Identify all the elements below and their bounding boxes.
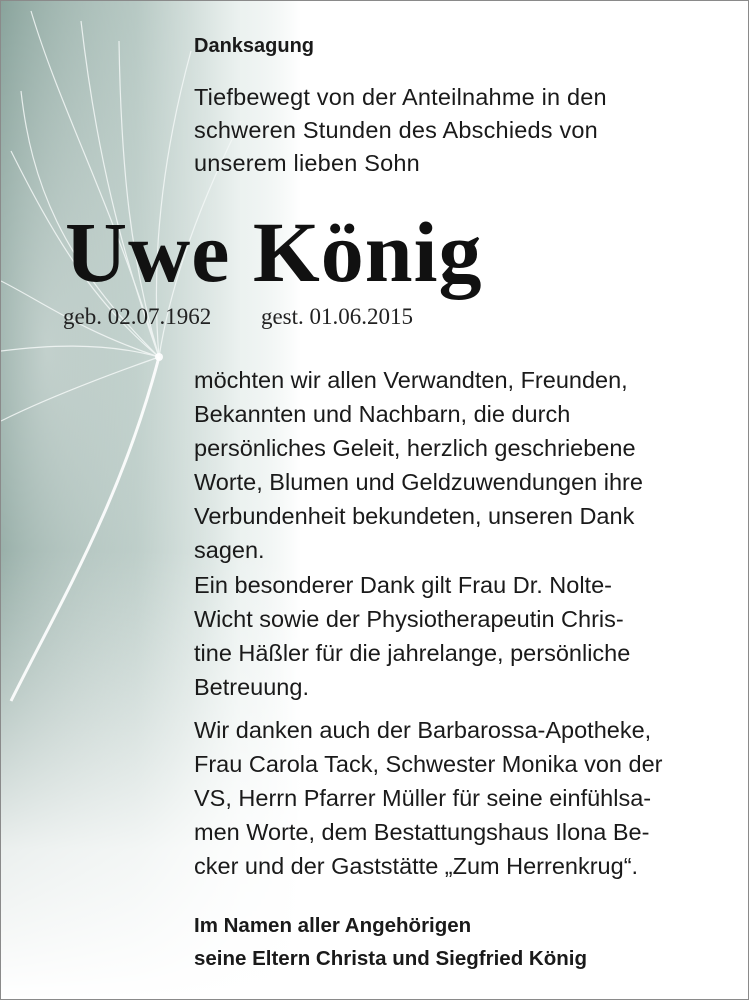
text-line: sagen. <box>194 537 265 563</box>
text-line: Ein besonderer Dank gilt Frau Dr. Nolte- <box>194 572 612 598</box>
text-line: VS, Herrn Pfarrer Müller für seine einfühlsa- <box>194 785 652 811</box>
text-line: Wicht sowie der Physiotherapeutin Chris- <box>194 606 624 632</box>
text-line: persönliches Geleit, herzlich geschriebene <box>194 435 636 461</box>
thanks-paragraph-2 <box>194 568 739 704</box>
thanks-paragraph-3 <box>194 713 739 883</box>
intro-line: Tiefbewegt von der Anteilnahme in den <box>194 84 607 110</box>
text-line: Betreuung. <box>194 674 309 700</box>
text-line: tine Häßler für die jahrelange, persönliche <box>194 640 631 666</box>
signature-line: seine Eltern Christa und Siegfried König <box>194 947 587 970</box>
deceased-name: Uwe König <box>65 204 483 300</box>
signature <box>194 909 587 975</box>
text-line: men Worte, dem Bestattungshaus Ilona Be- <box>194 819 650 845</box>
signature-line: Im Namen aller Angehörigen <box>194 914 472 937</box>
text-line: cker und der Gaststätte „Zum Herrenkrug“. <box>194 853 639 879</box>
heading: Danksagung <box>194 35 315 57</box>
birth-date: geb. 02.07.1962 <box>63 304 212 329</box>
thanks-paragraph-1 <box>194 363 739 567</box>
life-dates <box>63 304 413 330</box>
text-line: Worte, Blumen und Geldzuwendungen ihre <box>194 469 643 495</box>
text-line: Frau Carola Tack, Schwester Monika von der <box>194 751 663 777</box>
text-line: möchten wir allen Verwandten, Freunden, <box>194 367 628 393</box>
intro-line: schweren Stunden des Abschieds von <box>194 117 598 143</box>
death-date: gest. 01.06.2015 <box>260 304 414 329</box>
intro-text <box>194 81 734 180</box>
text-line: Verbundenheit bekundeten, unseren Dank <box>194 503 635 529</box>
intro-line: unserem lieben Sohn <box>194 150 420 176</box>
text-line: Wir danken auch der Barbarossa-Apotheke, <box>194 717 652 743</box>
text-line: Bekannten und Nachbarn, die durch <box>194 401 571 427</box>
